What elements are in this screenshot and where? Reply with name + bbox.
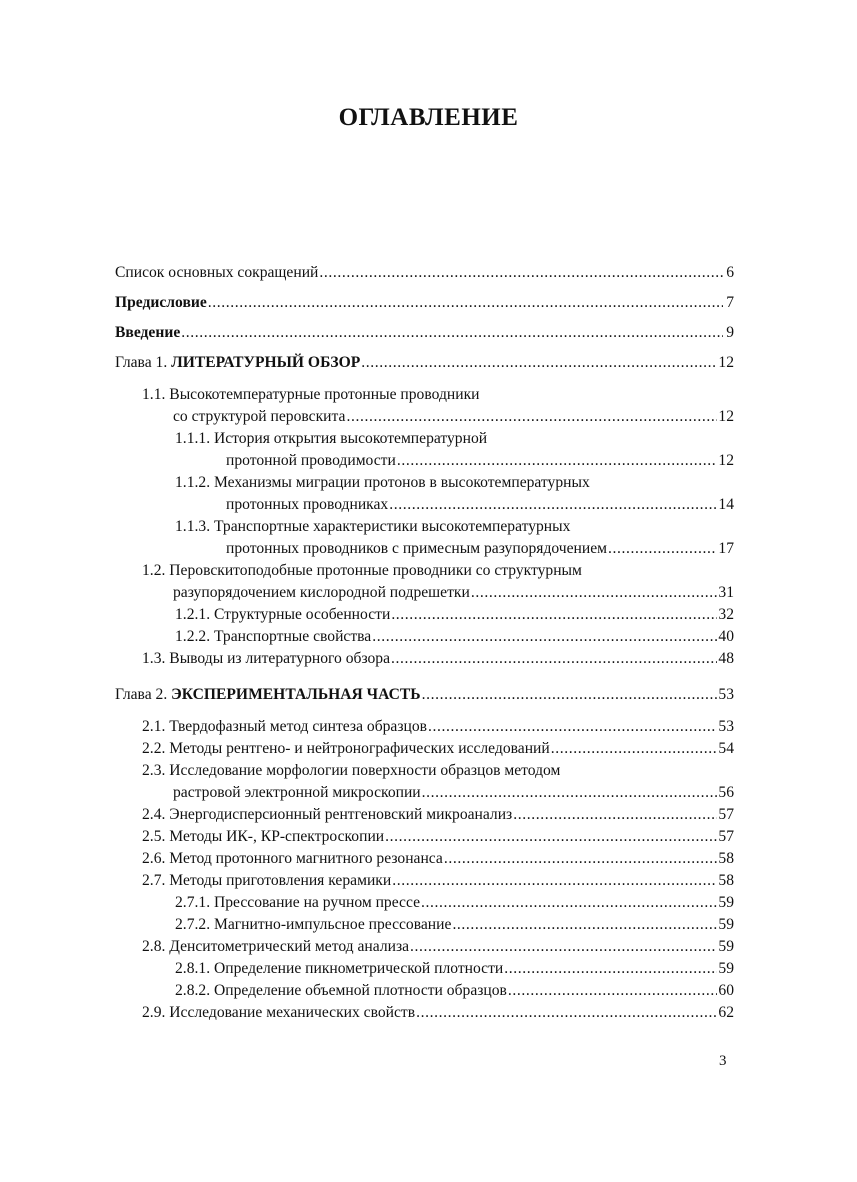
chapter-title: ЛИТЕРАТУРНЫЙ ОБЗОР [171, 354, 361, 371]
toc-leader [422, 782, 718, 804]
page-number: 3 [719, 1053, 727, 1069]
toc-entry-text: 2.9. Исследование механических свойств [142, 1004, 416, 1021]
toc-entry-text: 2.7.2. Магнитно-импульсное прессование [175, 916, 452, 933]
toc-entry-1-1-1[interactable] [175, 428, 734, 472]
toc-entry-2-1[interactable] [142, 716, 734, 738]
toc-leader [397, 450, 718, 472]
toc-leader [421, 892, 717, 914]
toc-entry-text: 1.2.1. Структурные особенности [175, 606, 391, 623]
toc-leader [513, 804, 717, 826]
toc-leader [471, 582, 718, 604]
toc-page: 62 [718, 1004, 734, 1021]
toc-leader [444, 848, 718, 870]
page-title: ОГЛАВЛЕНИЕ [338, 104, 519, 131]
toc-leader [391, 604, 717, 626]
toc-entry-line2: протонной проводимости [226, 452, 396, 469]
toc-entry-1-1-2[interactable] [175, 472, 734, 516]
toc-leader [452, 914, 717, 936]
toc-page: 57 [718, 828, 734, 845]
toc-leader [346, 406, 717, 428]
toc-leader [416, 1002, 717, 1024]
toc-entry-2-2[interactable] [142, 738, 734, 760]
toc-leader [361, 352, 717, 374]
toc-entry-text [115, 352, 360, 374]
toc-page: 32 [718, 606, 734, 623]
toc-leader [391, 648, 717, 670]
toc-entry-text: 2.7. Методы приготовления керамики [142, 872, 392, 889]
toc-page: 59 [718, 916, 734, 933]
toc-leader [385, 826, 717, 848]
toc-entry-line1: 2.3. Исследование морфологии поверхности образцов методом [142, 762, 561, 779]
toc-leader [551, 738, 718, 760]
toc-page: 59 [718, 938, 734, 955]
toc-entry-line1: 1.1.2. Механизмы миграции протонов в высокотемпературных [175, 474, 590, 491]
toc-entry-2-4[interactable] [142, 804, 734, 826]
toc-page: 7 [726, 294, 734, 311]
toc-entry-text: 2.1. Твердофазный метод синтеза образцов [142, 718, 428, 735]
table-of-contents [115, 262, 734, 1024]
toc-entry-line2: разупорядочением кислородной подрешетки [173, 584, 470, 601]
toc-leader [608, 538, 717, 560]
toc-leader [181, 322, 723, 344]
toc-leader [392, 870, 717, 892]
toc-entry-2-8[interactable] [142, 936, 734, 958]
toc-page: 17 [718, 540, 734, 557]
toc-entry-line1: 1.1.1. История открытия высокотемпературной [175, 430, 488, 447]
chapter-prefix: Глава 2. [115, 686, 172, 703]
toc-leader [319, 262, 723, 284]
toc-entry-line1: 1.2. Перовскитоподобные протонные проводники со структурным [142, 562, 582, 579]
toc-leader [508, 980, 717, 1002]
toc-entry-abbreviations[interactable] [115, 262, 734, 284]
toc-entry-1-2[interactable] [142, 560, 734, 604]
toc-entry-text: Введение [115, 324, 181, 341]
toc-entry-text: Предисловие [115, 294, 207, 311]
chapter-prefix: Глава 1. [115, 354, 172, 371]
toc-page: 12 [718, 452, 734, 469]
toc-entry-1-2-1[interactable] [175, 604, 734, 626]
toc-page: 31 [718, 584, 734, 601]
toc-entry-2-8-2[interactable] [175, 980, 734, 1002]
toc-page: 56 [718, 784, 734, 801]
toc-page: 59 [718, 894, 734, 911]
toc-page: 6 [726, 264, 734, 281]
toc-entry-line1: 1.1.3. Транспортные характеристики высокотемпературных [175, 518, 571, 535]
toc-page: 58 [718, 872, 734, 889]
toc-entry-text: 2.4. Энергодисперсионный рентгеновский микроанализ [142, 806, 513, 823]
toc-entry-text: Список основных сокращений [115, 264, 319, 281]
toc-page: 53 [718, 686, 734, 703]
toc-entry-text: 1.3. Выводы из литературного обзора [142, 650, 391, 667]
toc-entry-line2: протонных проводниках [226, 496, 389, 513]
toc-leader [428, 716, 717, 738]
toc-page: 12 [718, 354, 734, 371]
toc-entry-1-1[interactable] [142, 384, 734, 428]
toc-page: 57 [718, 806, 734, 823]
toc-entry-2-7-1[interactable] [175, 892, 734, 914]
toc-entry-2-7[interactable] [142, 870, 734, 892]
toc-entry-text [115, 684, 421, 706]
toc-entry-line2: растровой электронной микроскопии [173, 784, 421, 801]
toc-entry-line2: протонных проводников с примесным разупорядочением [226, 540, 608, 557]
toc-entry-2-3[interactable] [142, 760, 734, 804]
toc-entry-2-7-2[interactable] [175, 914, 734, 936]
toc-entry-text: 1.2.2. Транспортные свойства [175, 628, 372, 645]
toc-entry-text: 2.8.1. Определение пикнометрической плотности [175, 960, 504, 977]
toc-page: 54 [718, 740, 734, 757]
toc-page: 58 [718, 850, 734, 867]
toc-entry-text: 2.6. Метод протонного магнитного резонанса [142, 850, 443, 867]
toc-entry-1-2-2[interactable] [175, 626, 734, 648]
toc-leader [208, 292, 723, 314]
toc-leader [372, 626, 717, 648]
toc-leader [422, 684, 718, 706]
toc-entry-text: 2.7.1. Прессование на ручном прессе [175, 894, 420, 911]
toc-page: 40 [718, 628, 734, 645]
toc-entry-text: 2.2. Методы рентгено- и нейтронографических исследований [142, 740, 550, 757]
toc-page: 48 [718, 650, 734, 667]
toc-entry-text: 2.5. Методы ИК-, КР-спектроскопии [142, 828, 385, 845]
toc-leader [410, 936, 717, 958]
toc-entry-1-1-3[interactable] [175, 516, 734, 560]
toc-entry-preface[interactable] [115, 292, 734, 314]
toc-entry-line2: со структурой перовскита [173, 408, 346, 425]
toc-leader [389, 494, 717, 516]
toc-page: 14 [718, 496, 734, 513]
toc-page: 53 [718, 718, 734, 735]
toc-entry-chapter-1[interactable] [115, 352, 734, 374]
toc-entry-2-6[interactable] [142, 848, 734, 870]
toc-page: 9 [726, 324, 734, 341]
toc-page: 60 [718, 982, 734, 999]
toc-entry-chapter-2[interactable] [115, 684, 734, 706]
toc-entry-line1: 1.1. Высокотемпературные протонные проводники [142, 386, 480, 403]
toc-entry-introduction[interactable] [115, 322, 734, 344]
toc-page: 59 [718, 960, 734, 977]
toc-entry-2-9[interactable] [142, 1002, 734, 1024]
toc-entry-text: 2.8.2. Определение объемной плотности образцов [175, 982, 507, 999]
toc-entry-2-5[interactable] [142, 826, 734, 848]
toc-leader [504, 958, 717, 980]
toc-entry-2-8-1[interactable] [175, 958, 734, 980]
toc-entry-text: 2.8. Денситометрический метод анализа [142, 938, 410, 955]
chapter-title: ЭКСПЕРИМЕНТАЛЬНАЯ ЧАСТЬ [171, 686, 421, 703]
toc-entry-1-3[interactable] [142, 648, 734, 670]
toc-page: 12 [718, 408, 734, 425]
